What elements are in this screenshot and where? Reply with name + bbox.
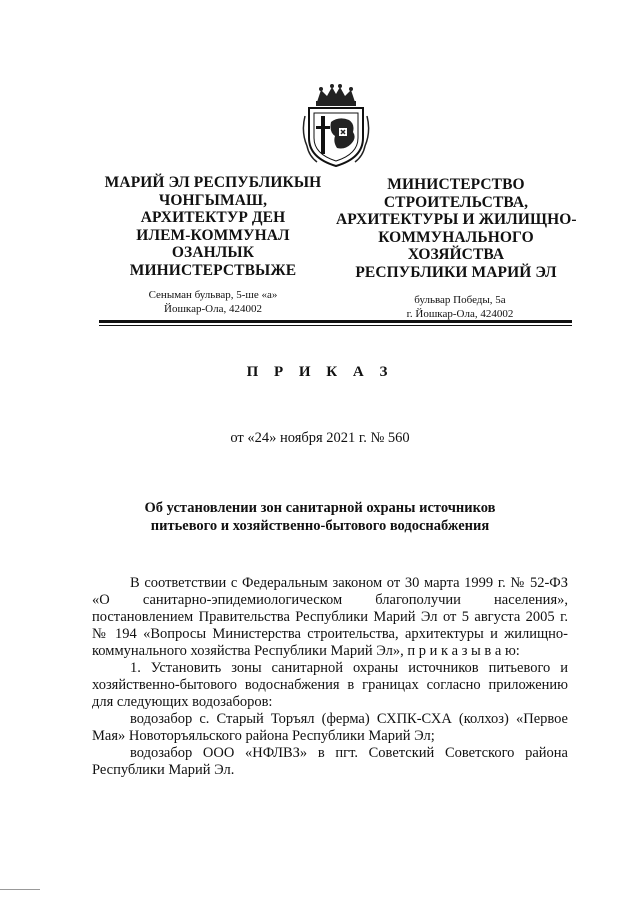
header-divider-thick	[99, 320, 572, 323]
ministry-name-mari	[98, 174, 328, 279]
address-russian-line: бульвар Победы, 5а	[414, 294, 506, 306]
coat-of-arms-icon	[299, 82, 373, 168]
body-paragraph: водозабор ООО «НФЛВЗ» в пгт. Советский Советского района Республики Марий Эл.	[92, 745, 568, 778]
address-russian	[370, 293, 550, 321]
ministry-name-russian	[336, 176, 576, 281]
ministry-name-russian-line: МИНИСТЕРСТВО	[387, 176, 525, 193]
ministry-name-russian-line: АРХИТЕКТУРЫ И ЖИЛИЩНО-	[336, 211, 577, 228]
body-paragraph: водозабор с. Старый Торъял (ферма) СХПК-СХА (колхоз) «Первое Мая» Новоторъяльского района Республики Марий Эл;	[92, 711, 568, 744]
document-subject-line: питьевого и хозяйственно-бытового водоснабжения	[150, 518, 490, 534]
address-mari-line: Йошкар-Ола, 424002	[164, 303, 262, 315]
document-title: П Р И К А З	[246, 364, 394, 380]
header-divider-thin	[99, 325, 572, 326]
document-date-number: от «24» ноября 2021 г. № 560	[230, 430, 410, 446]
address-mari-line: Сеныман бульвар, 5-ше «а»	[148, 289, 278, 301]
ministry-name-russian-line: ХОЗЯЙСТВА	[407, 246, 505, 263]
ministry-name-mari-line: МИНИСТЕРСТВЫЖЕ	[129, 261, 297, 279]
ministry-name-mari-line: АРХИТЕКТУР ДЕН	[140, 209, 286, 226]
document-body	[92, 575, 568, 779]
address-russian-line: г. Йошкар-Ола, 424002	[406, 308, 514, 320]
ministry-name-russian-line: КОММУНАЛЬНОГО	[378, 228, 534, 246]
ministry-name-mari-line: ЧОНГЫМАШ,	[158, 191, 268, 209]
page-edge-mark	[0, 889, 40, 890]
ministry-name-mari-line: ОЗАНЛЫК	[171, 244, 255, 261]
ministry-name-mari-line: ИЛЕМ-КОММУНАЛ	[136, 226, 290, 244]
document-subject-line: Об установлении зон санитарной охраны источников	[144, 500, 496, 516]
body-paragraph: В соответствии с Федеральным законом от 30 марта 1999 г. № 52-ФЗ «О санитарно-эпидемиологическом благополучии населения», постановлением Правительства Республики Марий Эл от 5 августа 2005 г. № 194 «Вопросы Министерства строительства, архитектуры и жилищно-коммунального хозяйства Республики Марий Эл», п р и к а з ы в а ю:	[92, 575, 568, 659]
ministry-name-russian-line: СТРОИТЕЛЬСТВА,	[383, 193, 529, 211]
body-paragraph: 1. Установить зоны санитарной охраны источников питьевого и хозяйственно-бытового водоснабжения в границах согласно приложению для следующих водозаборов:	[92, 660, 568, 710]
address-mari	[118, 288, 308, 316]
ministry-name-mari-line: МАРИЙ ЭЛ РЕСПУБЛИКЫН	[104, 174, 322, 191]
ministry-name-russian-line: РЕСПУБЛИКИ МАРИЙ ЭЛ	[355, 263, 557, 281]
document-subject	[0, 499, 640, 535]
